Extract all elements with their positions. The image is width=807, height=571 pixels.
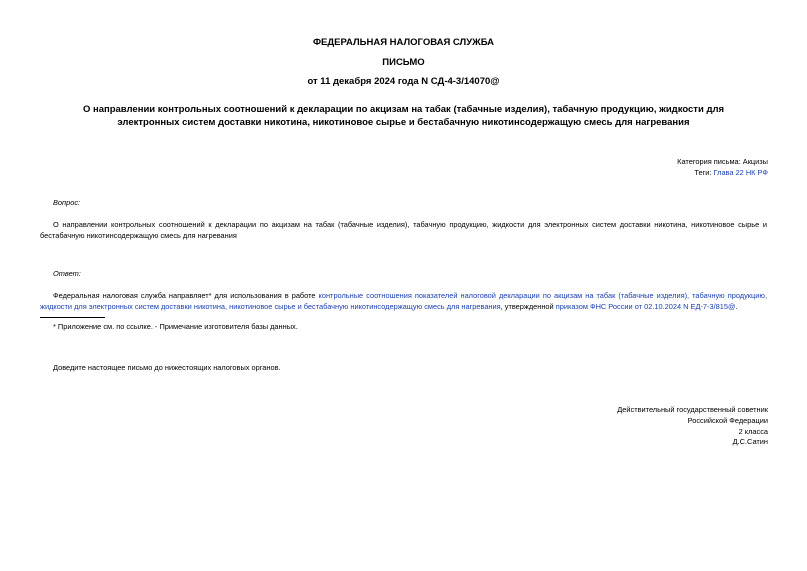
- tags-label: Теги:: [694, 168, 712, 177]
- category-label: Категория письма:: [677, 157, 741, 166]
- signature-line-2: Российской Федерации: [687, 416, 768, 425]
- agency-title: ФЕДЕРАЛЬНАЯ НАЛОГОВАЯ СЛУЖБА: [312, 37, 495, 48]
- footnote-divider: [40, 317, 105, 318]
- answer-part-3: .: [735, 302, 738, 311]
- answer-label: Ответ:: [53, 269, 81, 278]
- doc-type: ПИСЬМО: [382, 57, 425, 68]
- question-label: Вопрос:: [53, 198, 81, 207]
- tag-link[interactable]: Глава 22 НК РФ: [713, 168, 768, 177]
- control-ratios-link[interactable]: контрольные соотношения показателей налоговой декларации по акцизам на табак (табачные изделия), табачную продукцию, жидкости для электронных систем доставки никотина, никотиновое сырье и бестабачную никотинсодержащую смесь для нагревания: [40, 291, 767, 311]
- signature-line-1: Действительный государственный советник: [617, 405, 768, 414]
- signature-name: Д.С.Сатин: [732, 437, 768, 446]
- doc-tags: [694, 167, 768, 178]
- answer-part-1: Федеральная налоговая служба направляет* для использования в работе: [53, 291, 319, 300]
- footnote-text: * Приложение см. по ссылке. - Примечание изготовителя базы данных.: [53, 322, 298, 331]
- doc-date-number: от 11 декабря 2024 года N СД-4-3/14070@: [307, 76, 500, 87]
- category-value: Акцизы: [742, 157, 768, 166]
- signature-line-3: 2 класса: [738, 427, 768, 436]
- answer-text: [40, 290, 767, 312]
- doc-category: [677, 156, 768, 167]
- doc-subject: О направлении контрольных соотношений к декларации по акцизам на табак (табачные изделия), табачную продукцию, жидкости для электронных систем доставки никотина, никотиновое сырье и бестабачную никотинсодержащую смесь для нагревания: [82, 104, 725, 128]
- instruction-text: Доведите настоящее письмо до нижестоящих налоговых органов.: [53, 363, 281, 372]
- fns-order-link[interactable]: приказом ФНС России от 02.10.2024 N ЕД-7-3/815@: [555, 302, 736, 311]
- question-text: О направлении контрольных соотношений к декларации по акцизам на табак (табачные изделия), табачную продукцию, жидкости для электронных систем доставки никотина, никотиновое сырье и бестабачную никотинсодержащую смесь для нагревания: [40, 220, 767, 240]
- answer-part-2: , утвержденной: [500, 302, 556, 311]
